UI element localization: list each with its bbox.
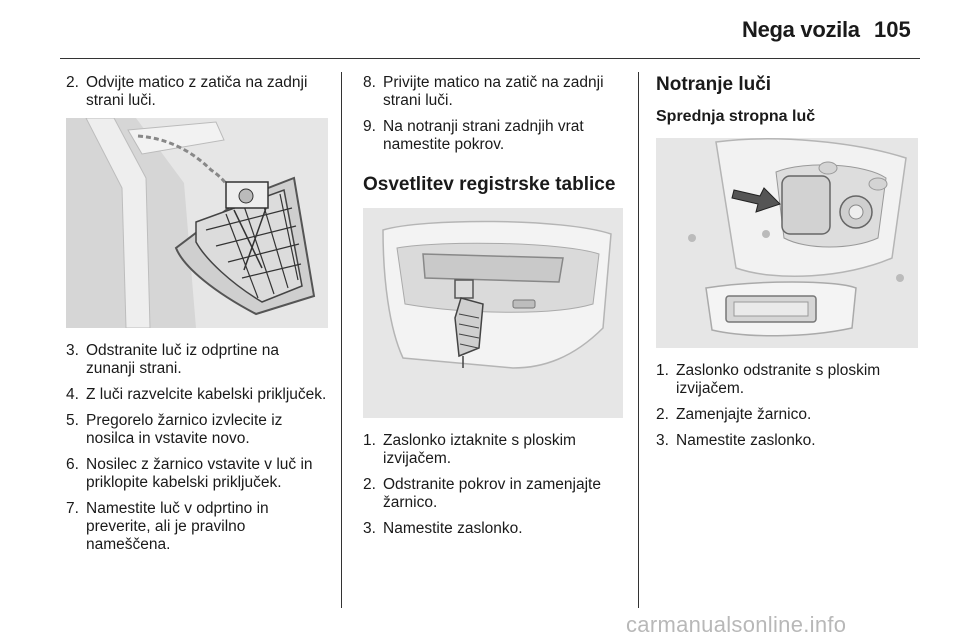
license-plate-light-figure <box>363 208 623 418</box>
step-text: Odstranite luč iz odprtine na zunanji strani. <box>86 342 279 377</box>
step-text: Z luči razvelcite kabelski priključek. <box>86 386 327 403</box>
tail-light-figure <box>66 118 328 328</box>
step-item <box>66 456 328 492</box>
step-number: 3. <box>66 342 79 359</box>
step-text: Zaslonko iztaknite s ploskim izvijačem. <box>383 432 576 467</box>
step-item <box>363 74 623 110</box>
step-number: 3. <box>363 520 376 537</box>
step-text: Zamenjajte žarnico. <box>676 406 812 423</box>
subsection-title-front-dome-light: Sprednja stropna luč <box>656 108 816 125</box>
header-divider <box>60 58 920 59</box>
step-item <box>66 74 328 110</box>
step-item <box>66 386 328 404</box>
watermark: carmanualsonline.info <box>626 612 847 637</box>
step-text: Pregorelo žarnico izvlecite iz nosilca in vstavite novo. <box>86 412 283 447</box>
step-item <box>363 118 623 154</box>
step-number: 1. <box>363 432 376 449</box>
step-item <box>363 432 623 468</box>
step-item <box>656 406 918 424</box>
step-number: 2. <box>656 406 669 423</box>
step-number: 2. <box>66 74 79 91</box>
step-number: 1. <box>656 362 669 379</box>
step-text: Privijte matico na zatič na zadnji strani luči. <box>383 74 604 109</box>
step-item <box>656 362 918 398</box>
step-number: 3. <box>656 432 669 449</box>
step-number: 8. <box>363 74 376 91</box>
step-text: Odstranite pokrov in zamenjajte žarnico. <box>383 476 601 511</box>
step-number: 9. <box>363 118 376 135</box>
step-item <box>66 342 328 378</box>
step-item <box>66 412 328 448</box>
step-text: Namestite luč v odprtino in preverite, ali je pravilno nameščena. <box>86 500 269 553</box>
section-title-license-plate: Osvetlitev registrske tablice <box>363 174 616 195</box>
step-list-top <box>363 74 623 154</box>
section-title-interior-lights: Notranje luči <box>656 74 772 95</box>
step-list-top <box>66 74 328 110</box>
step-list-bottom <box>363 432 623 538</box>
page-header-title: Nega vozila <box>742 17 860 42</box>
column-divider-1 <box>341 72 342 608</box>
step-number: 2. <box>363 476 376 493</box>
step-number: 5. <box>66 412 79 429</box>
column-1 <box>66 74 328 562</box>
page-number: 105 <box>874 17 911 42</box>
column-3 <box>656 74 918 458</box>
step-number: 6. <box>66 456 79 473</box>
step-text: Odvijte matico z zatiča na zadnji strani luči. <box>86 74 308 109</box>
step-item <box>656 432 918 450</box>
step-number: 4. <box>66 386 79 403</box>
step-text: Na notranji strani zadnjih vrat namestite pokrov. <box>383 118 584 153</box>
step-item <box>363 520 623 538</box>
step-text: Namestite zaslonko. <box>676 432 816 449</box>
step-number: 7. <box>66 500 79 517</box>
column-divider-2 <box>638 72 639 608</box>
step-list <box>656 362 918 450</box>
step-text: Zaslonko odstranite s ploskim izvijačem. <box>676 362 881 397</box>
step-item <box>363 476 623 512</box>
front-dome-light-figure <box>656 138 918 348</box>
step-text: Nosilec z žarnico vstavite v luč in priklopite kabelski priključek. <box>86 456 313 491</box>
step-list-bottom <box>66 342 328 554</box>
column-2 <box>363 74 623 546</box>
step-text: Namestite zaslonko. <box>383 520 523 537</box>
step-item <box>66 500 328 554</box>
